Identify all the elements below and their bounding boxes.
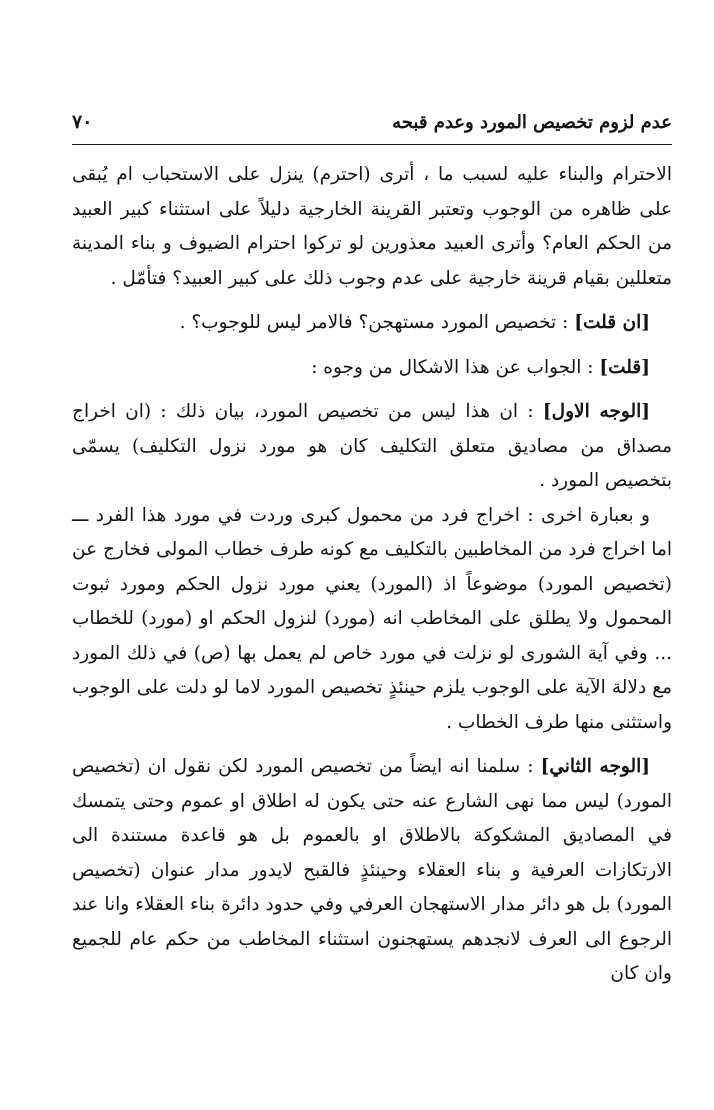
running-title: عدم لزوم تخصيص المورد وعدم قبحه (392, 111, 672, 133)
page-header (72, 100, 672, 145)
objection-label: [ان قلت] (574, 312, 650, 333)
second-aspect-label: [الوجه الثاني] (540, 756, 650, 777)
second-aspect-text: : سلمنا انه ايضاً من تخصيص المورد لكن نقول ان (تخصيص المورد) ليس مما نهى الشارع عنه حتى يكون له اطلاق او عموم وحتى يتمسك في المصاديق المشكوكة بالاطلاق او بالعموم بل هو قاعدة مستندة الى الارتكازات العرفية و بناء العقلاء وحينئذٍ فالقبح لايدور مدار عنوان (تخصيص المورد) بل هو دائر مدار الاستهجان العرفي وفي حدود دائرة بناء العقلاء وانا عند الرجوع الى العرف لانجدهم يستهجنون استثناء المخاطب من حكم عام للجميع وان كان (72, 756, 672, 984)
objection-text: : تخصيص المورد مستهجن؟ فالامر ليس للوجوب؟ . (179, 312, 575, 333)
paragraph-first-aspect (72, 395, 672, 499)
first-aspect-label: [الوجه الاول] (542, 401, 651, 422)
paragraph-second-aspect (72, 750, 672, 992)
paragraph-objection (72, 306, 672, 341)
page-body (72, 158, 672, 992)
paragraph-in-other-words: و بعبارة اخرى : اخراج فرد من محمول كبرى وردت في مورد هذا الفرد ـــ اما اخراج فرد من المخاطبين بالتكليف مع كونه طرف خطاب المولى فخارج عن (تخصيص المورد) موضوعاً اذ (المورد) يعني مورد نزول الحكم ومورد ثبوت المحمول ولا يطلق على المخاطب انه (مورد) لنزول الحكم او (مورد) للخطاب ... وفي آية الشورى لو نزلت في مورد خاص لم يعمل بها (ص) في ذلك المورد مع دلالة الآية على الوجوب يلزم حينئذٍ تخصيص المورد لاما لو دلت على الوجوب واستثنى منها طرف الخطاب . (72, 504, 672, 733)
paragraph-answer (72, 351, 672, 386)
answer-label: [قلت] (599, 356, 650, 378)
first-aspect-text: : ان هذا ليس من تخصيص المورد، بيان ذلك : (ان اخراج مصداق من مصاديق متعلق التكليف كان هو مورد نزول التكليف) يسمّى بتخصيص المورد . (72, 401, 672, 491)
paragraph-1: الاحترام والبناء عليه لسبب ما ، أترى (احترم) ينزل على الاستحباب ام يُبقى على ظاهره من الوجوب وتعتبر القرينة الخارجية دليلاً على استثناء كبير العبيد من الحكم العام؟ وأترى العبيد معذورين لو تركوا احترام الضيوف و بناء المدينة متعللين بقيام قرينة خارجية على عدم وجوب ذلك على كبير العبيد؟ فتأمّل . (72, 164, 672, 289)
page-number: ٧٠ (72, 111, 93, 133)
answer-text: : الجواب عن هذا الاشكال من وجوه : (311, 356, 600, 378)
